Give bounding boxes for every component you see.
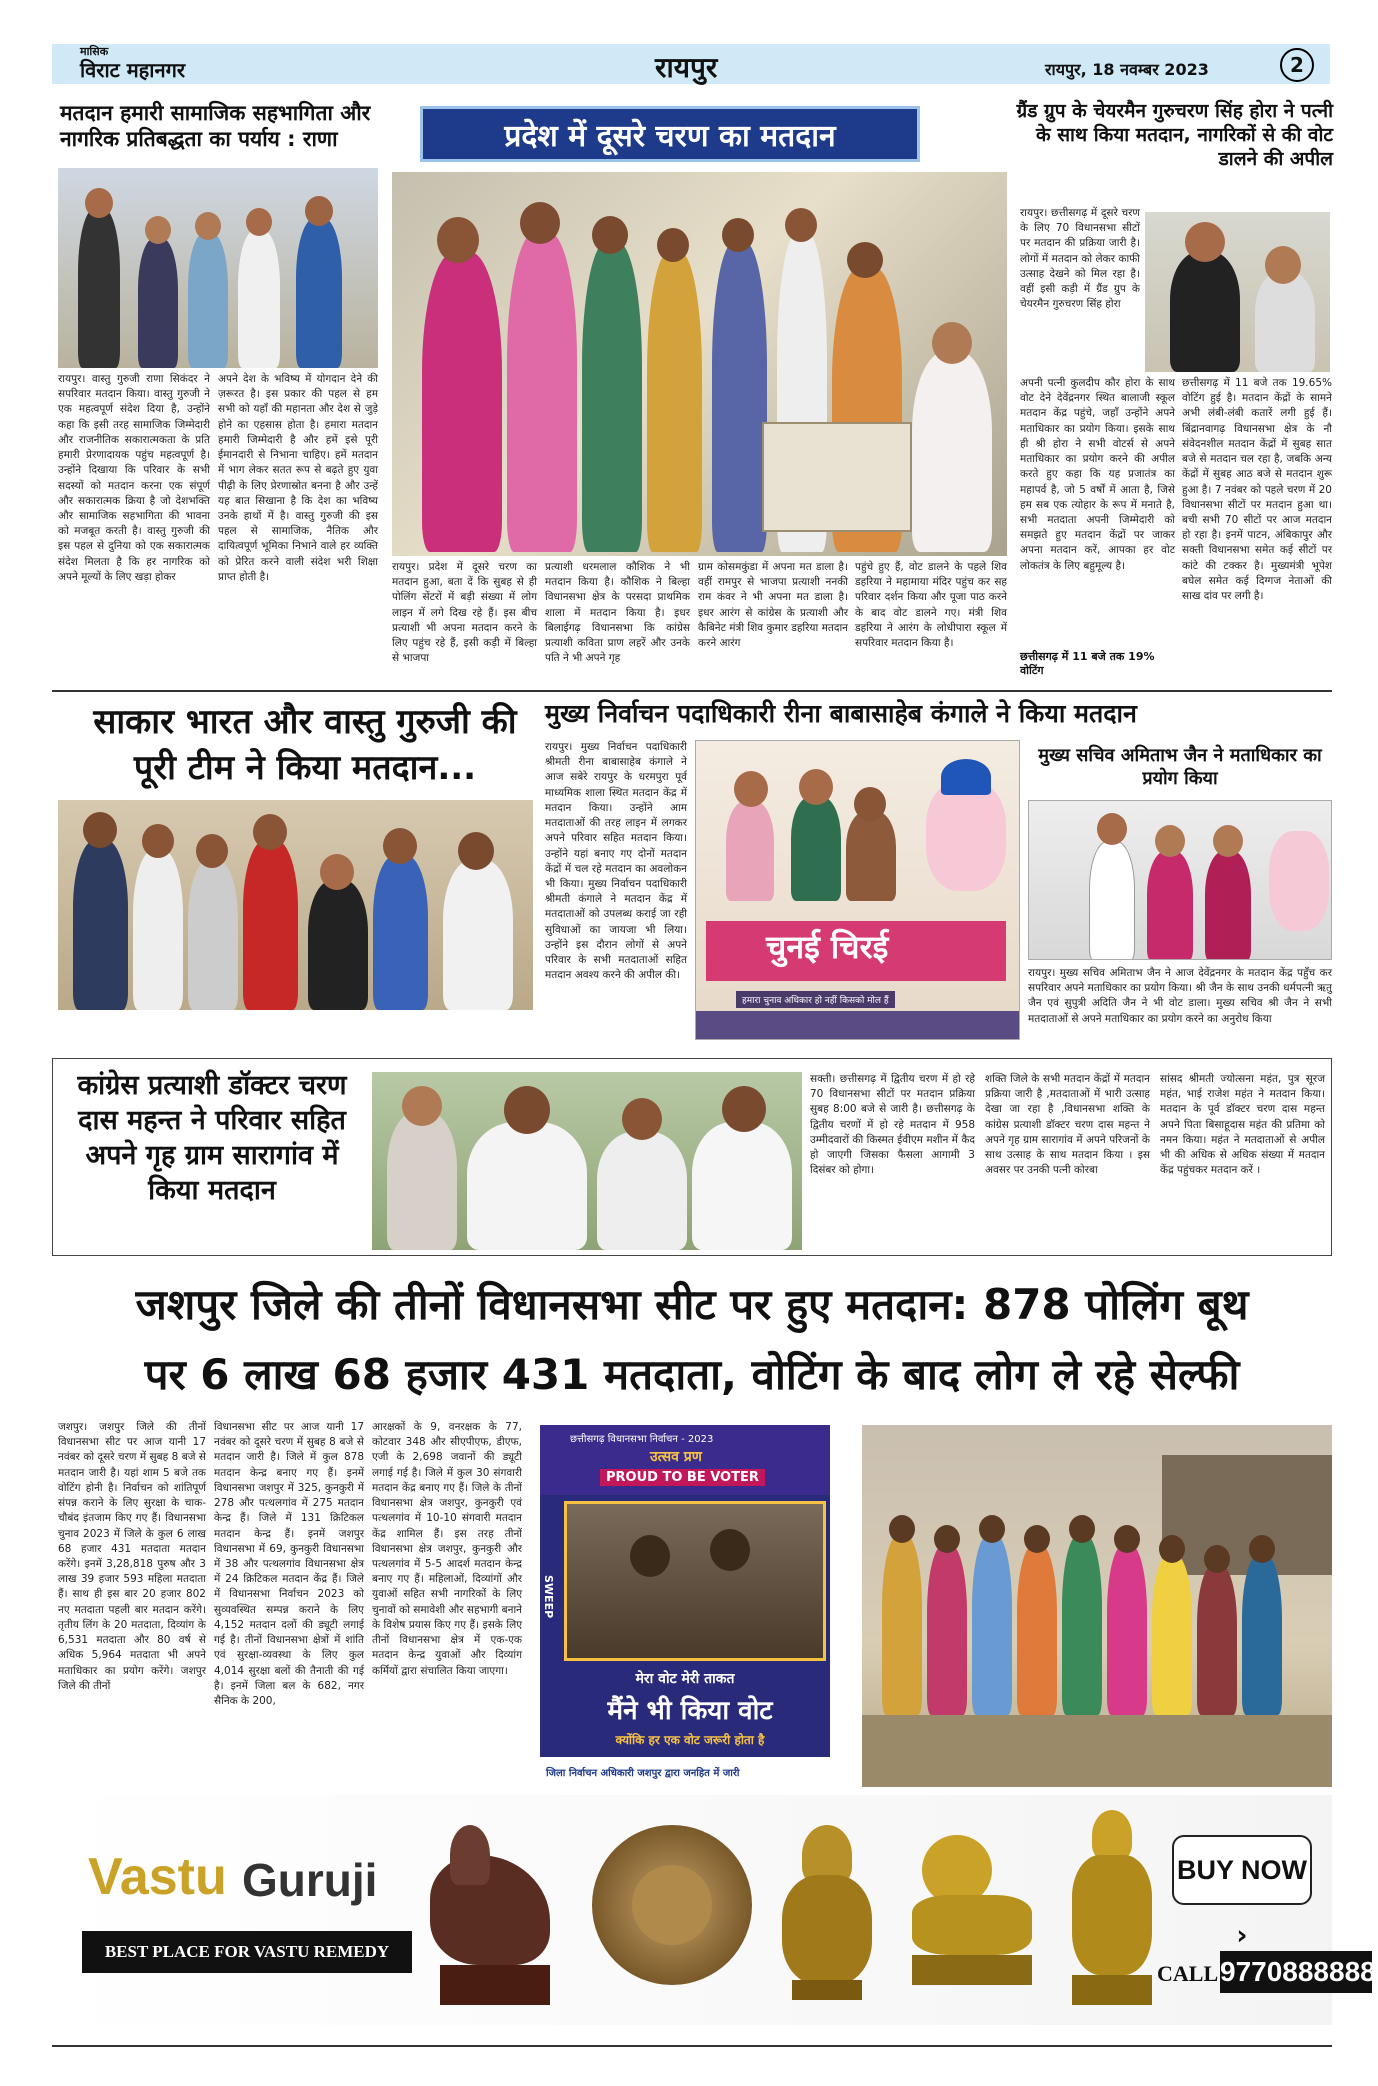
ganesha-statue-icon xyxy=(772,1815,882,2015)
grand-headline: ग्रैंड ग्रुप के चेयरमैन गुरुचरण सिंह होरा ने पत्नी के साथ किया मतदान, नागरिकों से की वोट डालने की अपील xyxy=(1016,100,1333,170)
deity-statue-icon xyxy=(1062,1810,1162,2015)
rana-text-col1: रायपुर। वास्तु गुरुजी राणा सिकंदर ने सपरिवार मतदान किया। वास्तु गुरुजी ने एक महत्वपूर्ण संदेश दिया है, उन्होंने कहा कि इसी तरह सामाजिक जिम्मेदारी और राजनीतिक सकारात्मकता के प्रति हमारी प्रेरणादायक पहुंच महत्वपूर्ण है। उन्होंने दिखाया कि परिवार के सभी सदस्यों को मतदान करना एक संपूर्ण और सकारात्मक क्रिया है जो देशभक्ति और सामाजिक सहभागिता की भावना को मजबूत करती है। वास्तु गुरुजी की इस पहल से दुनिया को एक सकारात्मक संदेश मिलता है कि हर नागरिक को अपने मूल्यों के लिए खड़ा होकर xyxy=(58,373,210,583)
masthead-tag: मासिक xyxy=(80,45,109,58)
grand-couple-photo xyxy=(1145,212,1330,372)
phase2-queue-photo xyxy=(392,172,1007,556)
amitabh-text: रायपुर। मुख्य सचिव अमिताभ जैन ने आज देवेंद्रनगर के मतदान केंद्र पहुँच कर सपरिवार अपने मताधिकार का प्रयोग किया। श्री जैन के साथ उनकी धर्मपत्नी ऋतु जैन एवं सुपुत्री अदिति जैन ने भी वोट डाला। मुख्य सचिव श्री जैन ने सभी मतदाताओं से अपने मताधिकार का प्रयोग करने का अनुरोध किया xyxy=(1028,967,1332,1025)
poster-line1: मेरा वोट मेरी ताकत xyxy=(635,1671,735,1687)
rana-text-col2: अपने देश के भविष्य में योगदान देने की ज़रूरत है। इस प्रकार की पहल से हम सभी को यहाँ की महानता और देश से जुड़े होने का एहसास होता है। हमारा मतदान हमारी जिम्मेदारी है और हमें इसे पूरी ईमानदारी से निभाना चाहिए। हमें मतदान में भाग लेकर सतत रूप से बढ़ते हुए युवा पीढ़ी के लिए प्रेरणास्रोत बनना है और उन्हें यह बात सिखाना है कि देश का भविष्य उनके हाथों में है। वास्तु गुरुजी की इस पहल से सामाजिक, नैतिक और दायित्वपूर्ण भूमिका निभाने वाले हर व्यक्ति को प्रेरित करने वाली संदेश भरी शिक्षा प्राप्त होती है। xyxy=(218,373,378,583)
mahant-family-photo xyxy=(372,1072,802,1250)
footer-rule xyxy=(52,2045,1332,2047)
masthead-city: रायपुर xyxy=(655,51,718,84)
amitabh-photo xyxy=(1028,800,1332,960)
sweep-poster xyxy=(540,1425,830,1787)
chunai-chirai-banner: चुनई चिरई xyxy=(766,928,889,966)
chunai-chirai-subtext: हमारा चुनाव अधिकार हो नहीं किसको मोल हैं xyxy=(736,991,895,1008)
poster-top-text: छत्तीसगढ़ विधानसभा निर्वाचन - 2023 xyxy=(570,1434,714,1445)
phase2-text-col3: ग्राम कोसमकुंडा में अपना मत डाला है। वहीं रामपुर से भाजपा प्रत्याशी ननकी राम कंवर ने भी अपना मत डाला है। इधर आरंग से कांग्रेस के प्रत्याशी और कैबिनेट मंत्री शिव कुमार डहरिया मतदान करने आरंग xyxy=(698,561,848,650)
reena-headline: मुख्य निर्वाचन पदाधिकारी रीना बाबासाहेब कंगाले ने किया मतदान xyxy=(545,698,1330,729)
poster-line3: क्योंकि हर एक वोट जरूरी होता है xyxy=(615,1733,765,1747)
grand-text-col1a: रायपुर। छत्तीसगढ़ में दूसरे चरण के लिए 70 विधानसभा सीटों पर मतदान की प्रक्रिया जारी है। लोगों में मतदान को लेकर काफी उत्साह देखने को मिल रहा है। वहीं इसी कड़ी में ग्रैंड ग्रुप के चेयरमैन गुरुचरण सिंह होरा xyxy=(1020,207,1140,311)
jashpur-queue-photo xyxy=(862,1425,1332,1787)
poster-subtitle: उत्सव प्रण xyxy=(650,1449,702,1465)
phase2-text-col2: प्रत्याशी धरमलाल कौशिक ने भी मतदान किया है। कौशिक ने बिल्हा विधानसभा क्षेत्र के परसदा प्राथमिक शाला में मतदान किया है। इधर बिलाईगढ़ विधानसभा कि कांग्रेस प्रत्याशी कविता प्राण लहरें और उनके पति ने भी अपने गृह xyxy=(545,561,690,665)
jashpur-headline-line2: पर 6 लाख 68 हजार 431 मतदाता, वोटिंग के बाद लोग ले रहे सेल्फी xyxy=(144,1350,1240,1399)
rana-headline: मतदान हमारी सामाजिक सहभागिता और नागरिक प्रतिबद्धता का पर्याय : राणा xyxy=(60,101,371,152)
masthead-name: विराट महानगर xyxy=(80,58,186,82)
masthead-date: रायपुर, 18 नवम्बर 2023 xyxy=(1045,60,1209,79)
grand-text-col2: छत्तीसगढ़ में 11 बजे तक 19.65% वोटिंग हुई है। मतदान केंद्रों के सामने अभी लंबी-लंबी कतारें लगी हुई हैं। बिंद्रानवागढ़ विधानसभा क्षेत्र के नौ संवेदनशील मतदान केंद्रों में सुबह सात बजे से मतदान चल रहा है, जबकि अन्य केंद्रों में सुबह आठ बजे से मतदान शुरू हुआ है। 7 नवंबर को पहले चरण में 20 विधानसभा सीटों पर मतदान हुआ था। बची सभी 70 सीटों पर आज मतदान हो रहा है। इनमें पाटन, अंबिकापुर और सक्ती विधानसभा समेत कई सीटों पर कांटे की टक्कर है। मुख्यमंत्री भूपेश बघेल समेत कई दिग्गज नेताओं की साख दांव पर लगी है। xyxy=(1182,377,1332,603)
rana-family-photo xyxy=(58,168,378,368)
poster-footer: जिला निर्वाचन अधिकारी जशपुर द्वारा जनहित में जारी xyxy=(546,1768,740,1779)
phase2-subhead: छत्तीसगढ़ में 11 बजे तक 19% वोटिंग xyxy=(1020,650,1155,677)
reena-photo xyxy=(695,740,1020,1040)
mahant-text-col2: शक्ति जिले के सभी मतदान केंद्रों में मतदान प्रक्रिया जारी है ,मतदाताओं में भारी उत्साह देखा जा रहा है ,विधानसभा शक्ति के कांग्रेस प्रत्याशी डॉक्टर चरण दास महन्त ने अपने गृह ग्राम सारागांव में अपने परिजनों के साथ उत्साह के साथ मतदान किया । इस अवसर पर उनकी पत्नी कोरबा xyxy=(985,1073,1150,1177)
grand-text-col1b: अपनी पत्नी कुलदीप कौर होरा के साथ वोट देने देवेंद्रनगर स्थित बालाजी स्कूल मतदान केंद्र पहुंचे, जहाँ उन्होंने अपने मताधिकार का प्रयोग किया। इसके साथ ही श्री होरा ने सभी वोटर्स से अपने मताधिकार का प्रयोग करने की अपील करते हुए कहा कि यह प्रजातंत्र का महापर्व है, जो 5 वर्षों में आता है, जिसे हम सब एक त्योहार के रूप में मनाते है, सभी मतदाता अपनी जिम्मेदारी को समझते हुए मतदान केंद्रों पर जाकर अपना मतदान करें, आपका हर वोट लोकतंत्र के लिए बहुमूल्य है। xyxy=(1020,377,1175,572)
ad-phone-number[interactable]: 9770888888 xyxy=(1220,1951,1372,1993)
poster-proud-text: PROUD TO BE VOTER xyxy=(600,1469,765,1486)
ad-call-label: CALL xyxy=(1157,1961,1219,1986)
sun-plate-icon xyxy=(582,1815,762,1995)
vastu-ad xyxy=(52,1795,1376,2025)
horse-statue-icon xyxy=(420,1815,570,2015)
amitabh-headline: मुख्य सचिव अमिताभ जैन ने मताधिकार का प्रयोग किया xyxy=(1038,745,1322,789)
phase2-text-col4: पहुंचे हुए हैं, वोट डालने के पहले शिव डहरिया ने महामाया मंदिर पहुंच कर सह परिवार दर्शन किया और पूजा पाठ करने के बाद वोट डालने गए। मंत्री शिव डहरिया ने आरंग के लोधीपारा स्कूल में सपरिवार मतदान किया है। xyxy=(855,561,1007,650)
ad-tagline: BEST PLACE FOR VASTU REMEDY xyxy=(82,1931,412,1973)
phase2-banner: प्रदेश में दूसरे चरण का मतदान xyxy=(420,106,920,162)
jashpur-text-col2: विधानसभा सीट पर आज यानी 17 नवंबर को दूसरे चरण में सुबह 8 बजे से मतदान जारी है। जिले में कुल 878 मतदान केन्द्र बनाए गए हैं। इनमें विधानसभा जशपुर में 325, कुनकुरी में 278 और पत्थलगांव में 275 मतदान केन्द्र हैं। जिले में 131 क्रिटिकल मतदान केन्द्र हैं। इनमें जशपुर विधानसभा में 69, कुनकुरी विधानसभा में 38 और पत्थलगांव विधानसभा क्षेत्र में 24 क्रिटिकल मतदान केंद्र हैं। जिले में विधानसभा निर्वाचन 2023 को सुव्यवस्थित सम्पन्न कराने के लिए 4,152 मतदान दलों की ड्यूटी लगाई गई है। तीनों विधानसभा क्षेत्रों में शांति एवं सुरक्षा-व्यवस्था के लिए कुल 4,014 सुरक्षा बलों की तैनाती की गई है। इनमें जिला बल के 682, नगर सैनिक के 200, xyxy=(214,1421,364,1707)
mahant-text-col3: सांसद श्रीमती ज्योत्सना महंत, पुत्र सूरज महंत, भाई राजेश महंत ने मतदान किया। मतदान के पूर्व डॉक्टर चरण दास महन्त अपने पिता बिसाहूदास महंत की प्रतिमा को नमन किया। महंत ने मतदाताओं से अपील भी की अधिक से अधिक संख्या में मतदान केंद्र पहुंचकर मतदान करें । xyxy=(1160,1073,1325,1177)
section-divider xyxy=(52,690,1332,692)
phase2-text-col1: रायपुर। प्रदेश में दूसरे चरण का मतदान हुआ, बता दें कि सुबह से ही पोलिंग सेंटरों में बड़ी संख्या में लोग लाइन में लगे दिख रहे हैं। इस बीच प्रत्याशी भी अपना मतदान करने के लिए पहुंच रहे हैं, इसी कड़ी में बिल्हा से भाजपा xyxy=(392,561,537,665)
page-number: 2 xyxy=(1280,48,1314,82)
ad-brand-1: Vastu xyxy=(88,1848,227,1906)
poster-sweep-label: SWEEP xyxy=(542,1575,555,1619)
jashpur-text-col1: जशपुर। जशपुर जिले की तीनों विधानसभा सीट पर आज यानी 17 नवंबर को दूसरे चरण में सुबह 8 बजे से मतदान जारी है। यहां शाम 5 बजे तक वोटिंग होनी है। निर्वाचन को शांतिपूर्ण संपन्न कराने के लिए सुरक्षा के चाक-चौबंद इंतजाम किए गए हैं। विधानसभा चुनाव 2023 में जिले के कुल 6 लाख 68 हजार 431 मतदाता मतदान करेंगे। इनमें 3,28,818 पुरुष और 3 लाख 39 हजार 593 महिला मतदाता हैं। साथ ही इस बार 20 हजार 802 नए मतदाता पहली बार मतदान करेंगे। तृतीय लिंग के 20 मतदाता, दिव्यांग के 6,531 मतदाता और 80 वर्ष से अधिक 5,964 मतदाता भी अपने मताधिकार का प्रयोग करेंगे। जशपुर जिले की तीनों xyxy=(58,1421,206,1692)
jashpur-headline-line1: जशपुर जिले की तीनों विधानसभा सीट पर हुए मतदान: 878 पोलिंग बूथ xyxy=(135,1280,1249,1329)
chevron-right-icon: › xyxy=(1236,1920,1248,1951)
mahant-headline: कांग्रेस प्रत्याशी डॉक्टर चरण दास महन्त ने परिवार सहित अपने गृह ग्राम सारागांव में किया मतदान xyxy=(77,1070,347,1207)
mahant-text-col1: सक्ती। छत्तीसगढ़ में द्वितीय चरण में हो रहे 70 विधानसभा सीटों पर मतदान प्रक्रिया सुबह 8:00 बजे से जारी है। छत्तीसगढ़ के द्वितीय चरणों में हो रहे मतदान में 958 उम्मीदवारों की किस्मत ईवीएम मशीन में कैद हो जाएगी जिसका फैसला आगामी 3 दिसंबर को होगा। xyxy=(810,1073,975,1177)
lion-statue-icon xyxy=(892,1825,1052,2005)
buy-now-button[interactable] xyxy=(1172,1835,1312,1951)
buy-now-label: BUY NOW xyxy=(1176,1855,1307,1885)
jashpur-text-col3: आरक्षकों के 9, वनरक्षक के 77, कोटवार 348 और सीएपीएफ, डीएफ, एजी के 2,698 जवानों की ड्यूटी लगाई गई है। जिले में कुल 30 संगवारी मतदान केंद्र बनाए गए हैं। जिले के तीनों विधानसभा क्षेत्र जशपुर, कुनकुरी एवं पत्थलगांव में 10-10 संगवारी मतदान केंद्र शामिल हैं। इस तरह तीनों विधानसभा क्षेत्र जशपुर, कुनकुरी और पत्थलगांव में 5-5 आदर्श मतदान केन्द्र बनाए गए हैं। महिलाओं, दिव्यांगों और युवाओं सहित सभी नागरिकों के लिए चुनावों को समावेशी और सहभागी बनाने के विशेष प्रयास किए गए हैं। इसके लिए तीनों विधानसभा क्षेत्र में एक-एक मतदान केन्द्र युवाओं और दिव्यांग कर्मियों द्वारा संचालित किया जाएगा। xyxy=(372,1421,522,1677)
sakar-team-photo xyxy=(58,800,533,1010)
ad-brand-2: Guruji xyxy=(242,1854,378,1906)
sakar-headline: साकार भारत और वास्तु गुरुजी की पूरी टीम ने किया मतदान... xyxy=(93,702,517,788)
poster-line2: मैंने भी किया वोट xyxy=(607,1696,773,1726)
reena-text: रायपुर। मुख्य निर्वाचन पदाधिकारी श्रीमती रीना बाबासाहेब कंगाले ने आज सबेरे रायपुर के धरमपुरा पूर्व माध्यमिक शाला स्थित मतदान केंद्र में मतदान किया। उन्होंने आम मतदाताओं की तरह लाइन में लगकर अपने परिवार सहित मतदान किया। उन्होंने यहां बनाए गए दोनों मतदान केंद्रों में चल रहे मतदान का अवलोकन भी किया। मुख्य निर्वाचन पदाधिकारी श्रीमती कंगाले ने मतदान केंद्र में मतदाताओं को उपलब्ध कराई जा रही सुविधाओं का जायजा भी लिया। उन्होंने इस दौरान लोगों से अपने परिवार के सभी मतदाताओं सहित मतदान अवश्य करने की अपील की। xyxy=(545,741,687,982)
